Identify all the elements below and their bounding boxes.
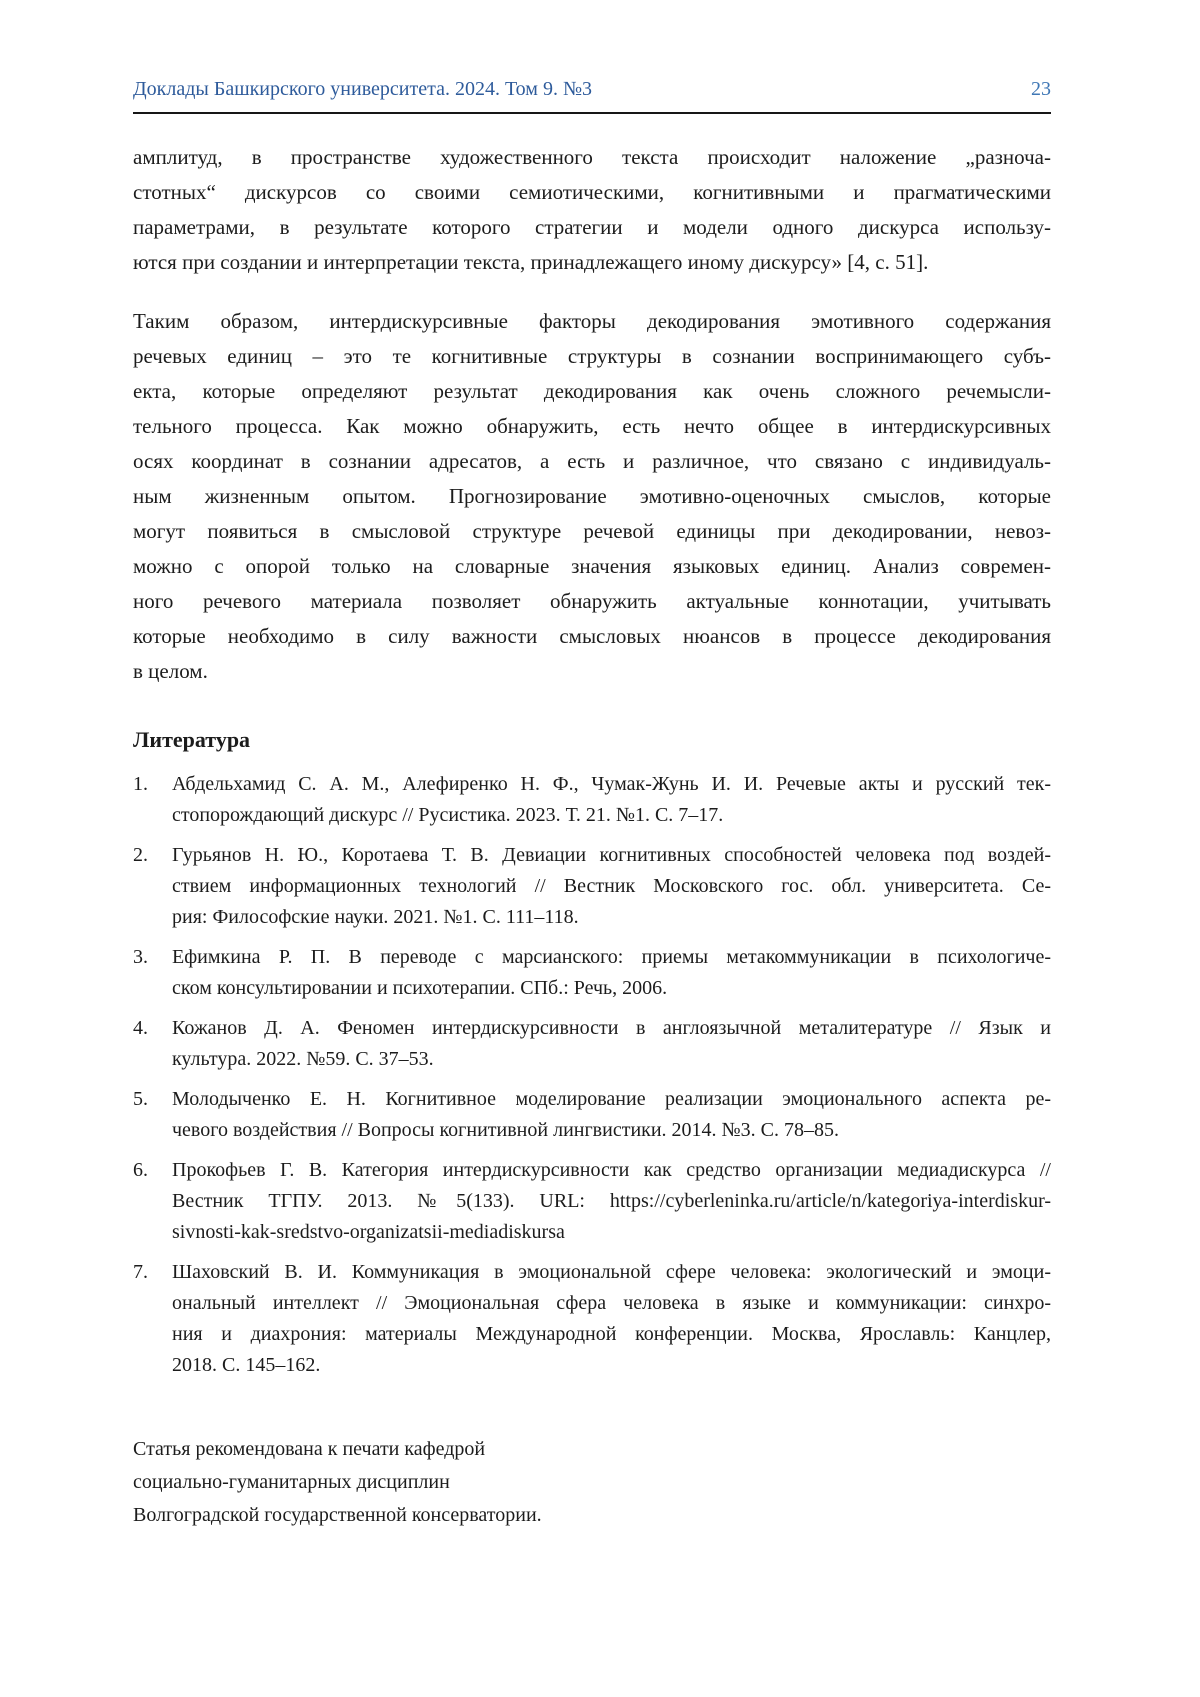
reference-item bbox=[133, 1084, 1051, 1146]
text-line: Статья рекомендована к печати кафедрой bbox=[133, 1438, 486, 1460]
references-list bbox=[133, 769, 1051, 1381]
text-line: стотных“ дискурсов со своими семиотическими, когнитивными и прагматическими bbox=[133, 180, 1051, 204]
text-line: Волгоградской государственной консерватории. bbox=[133, 1504, 542, 1526]
reference-number: 6. bbox=[133, 1159, 148, 1181]
text-line: могут появиться в смысловой структуре речевой единицы при декодировании, невоз- bbox=[133, 519, 1051, 543]
article-body bbox=[133, 140, 1051, 1532]
text-line: Гурьянов Н. Ю., Коротаева Т. В. Девиации когнитивных способностей человека под воздей- bbox=[172, 844, 1051, 866]
text-line: ональный интеллект // Эмоциональная сфера человека в языке и коммуникации: синхро- bbox=[172, 1292, 1051, 1314]
text-line: стопорождающий дискурс // Русистика. 2023. Т. 21. №1. С. 7–17. bbox=[172, 804, 724, 826]
reference-text bbox=[172, 1155, 1051, 1248]
text-line: в целом. bbox=[133, 659, 208, 683]
text-line: ются при создании и интерпретации текста, принадлежащего иному дискурсу» [4, с. 51]. bbox=[133, 250, 929, 274]
references-heading: Литература bbox=[133, 727, 251, 752]
reference-text bbox=[172, 1257, 1051, 1381]
text-line: тельного процесса. Как можно обнаружить, есть нечто общее в интердискурсивных bbox=[133, 414, 1051, 438]
text-line: Таким образом, интердискурсивные факторы декодирования эмотивного содержания bbox=[133, 309, 1051, 333]
text-line: амплитуд, в пространстве художественного текста происходит наложение „разноча- bbox=[133, 145, 1051, 169]
body-paragraph-1 bbox=[133, 140, 1051, 280]
text-line: Шаховский В. И. Коммуникация в эмоциональной сфере человека: экологический и эмоци- bbox=[172, 1261, 1051, 1283]
text-line: Абдельхамид С. А. М., Алефиренко Н. Ф., Чумак-Жунь И. И. Речевые акты и русский тек- bbox=[172, 773, 1051, 795]
reference-item bbox=[133, 942, 1051, 1004]
text-line: культура. 2022. №59. С. 37–53. bbox=[172, 1048, 434, 1070]
reference-number: 1. bbox=[133, 773, 148, 795]
text-line: Молодыченко Е. Н. Когнитивное моделирование реализации эмоционального аспекта ре- bbox=[172, 1088, 1051, 1110]
page-header bbox=[133, 78, 1051, 114]
text-line: можно с опорой только на словарные значения языковых единиц. Анализ современ- bbox=[133, 554, 1051, 578]
reference-number: 2. bbox=[133, 844, 148, 866]
text-line: речевых единиц – это те когнитивные структуры в сознании воспринимающего субъ- bbox=[133, 344, 1051, 368]
text-line: 2018. С. 145–162. bbox=[172, 1354, 321, 1376]
journal-title: Доклады Башкирского университета. 2024. Том 9. №3 bbox=[133, 78, 593, 100]
reference-item bbox=[133, 769, 1051, 831]
text-line: ного речевого материала позволяет обнаружить актуальные коннотации, учитывать bbox=[133, 589, 1051, 613]
text-line: ния и диахрония: материалы Международной конференции. Москва, Ярославль: Канцлер, bbox=[172, 1323, 1051, 1345]
reference-item bbox=[133, 1155, 1051, 1248]
reference-text bbox=[172, 1013, 1051, 1075]
text-line: ным жизненным опытом. Прогнозирование эмотивно-оценочных смыслов, которые bbox=[133, 484, 1051, 508]
reference-number: 4. bbox=[133, 1017, 148, 1039]
reference-item bbox=[133, 1013, 1051, 1075]
reference-text bbox=[172, 1084, 1051, 1146]
reference-number: 3. bbox=[133, 946, 148, 968]
text-line: sivnosti-kak-sredstvo-organizatsii-mediadiskursa bbox=[172, 1221, 565, 1243]
reference-item bbox=[133, 840, 1051, 933]
text-line: Кожанов Д. А. Феномен интердискурсивности в англоязычной металитературе // Язык и bbox=[172, 1017, 1051, 1039]
text-line: ском консультировании и психотерапии. СПб.: Речь, 2006. bbox=[172, 977, 668, 999]
text-line: Прокофьев Г. В. Категория интердискурсивности как средство организации медиадискурса // bbox=[172, 1159, 1051, 1181]
text-line: которые необходимо в силу важности смысловых нюансов в процессе декодирования bbox=[133, 624, 1051, 648]
reference-text bbox=[172, 840, 1051, 933]
reference-text bbox=[172, 769, 1051, 831]
text-line: Ефимкина Р. П. В переводе с марсианского: приемы метакоммуникации в психологиче- bbox=[172, 946, 1051, 968]
text-line: ствием информационных технологий // Вестник Московского гос. обл. университета. Се- bbox=[172, 875, 1051, 897]
reference-number: 7. bbox=[133, 1261, 148, 1283]
editorial-recommendation-note bbox=[133, 1433, 1051, 1532]
text-line: социально-гуманитарных дисциплин bbox=[133, 1471, 450, 1493]
text-line: рия: Философские науки. 2021. №1. С. 111–118. bbox=[172, 906, 579, 928]
reference-number: 5. bbox=[133, 1088, 148, 1110]
reference-item bbox=[133, 1257, 1051, 1381]
page-number: 23 bbox=[1031, 78, 1051, 100]
text-line: екта, которые определяют результат декодирования как очень сложного речемысли- bbox=[133, 379, 1051, 403]
reference-text bbox=[172, 942, 1051, 1004]
text-line: чевого воздействия // Вопросы когнитивной лингвистики. 2014. №3. С. 78–85. bbox=[172, 1119, 839, 1141]
text-line: Вестник ТГПУ. 2013. №5(133). URL: https://cyberleninka.ru/article/n/kategoriya-interdiskur- bbox=[172, 1190, 1051, 1212]
body-paragraph-2 bbox=[133, 304, 1051, 689]
text-line: параметрами, в результате которого стратегии и модели одного дискурса использу- bbox=[133, 215, 1051, 239]
text-line: осях координат в сознании адресатов, а есть и различное, что связано с индивидуаль- bbox=[133, 449, 1051, 473]
